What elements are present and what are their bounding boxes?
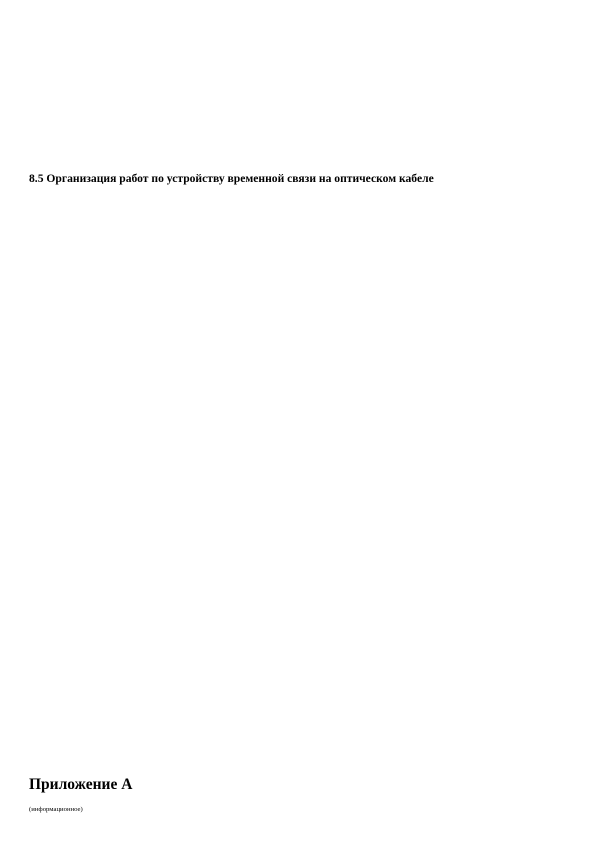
clause-8-5-6 bbox=[29, 534, 566, 556]
appendix-heading: Приложение А bbox=[29, 776, 133, 794]
list-item bbox=[29, 649, 566, 671]
intro-paragraph-1 bbox=[29, 14, 566, 59]
list-item bbox=[29, 628, 566, 639]
clause-8-5-2-simple-vokv bbox=[29, 263, 566, 274]
list-item bbox=[29, 586, 566, 620]
clause-8-5-1 bbox=[29, 200, 566, 222]
clause-8-5-4 bbox=[29, 472, 566, 483]
clause-8-5-2 bbox=[29, 232, 566, 254]
clause-8-5-2-complex-vokv bbox=[29, 283, 566, 294]
intro-paragraph-2 bbox=[29, 68, 566, 113]
section-heading: 8.5 Организация работ по устройству временной связи на оптическом кабеле bbox=[29, 172, 434, 186]
clause-8-5-3-note bbox=[29, 429, 566, 463]
document-page bbox=[29, 14, 566, 829]
clause-8-5-6-lead bbox=[29, 566, 566, 577]
clause-8-5-8 bbox=[29, 734, 566, 768]
list-item bbox=[29, 335, 566, 357]
list-item bbox=[29, 366, 566, 388]
clause-8-5-5 bbox=[29, 492, 566, 526]
intro-paragraph-3 bbox=[29, 122, 566, 156]
appendix-note: (информационное) bbox=[29, 806, 83, 814]
clause-8-5-3 bbox=[29, 398, 566, 420]
clause-8-5-7 bbox=[29, 680, 566, 725]
list-item bbox=[29, 303, 566, 325]
